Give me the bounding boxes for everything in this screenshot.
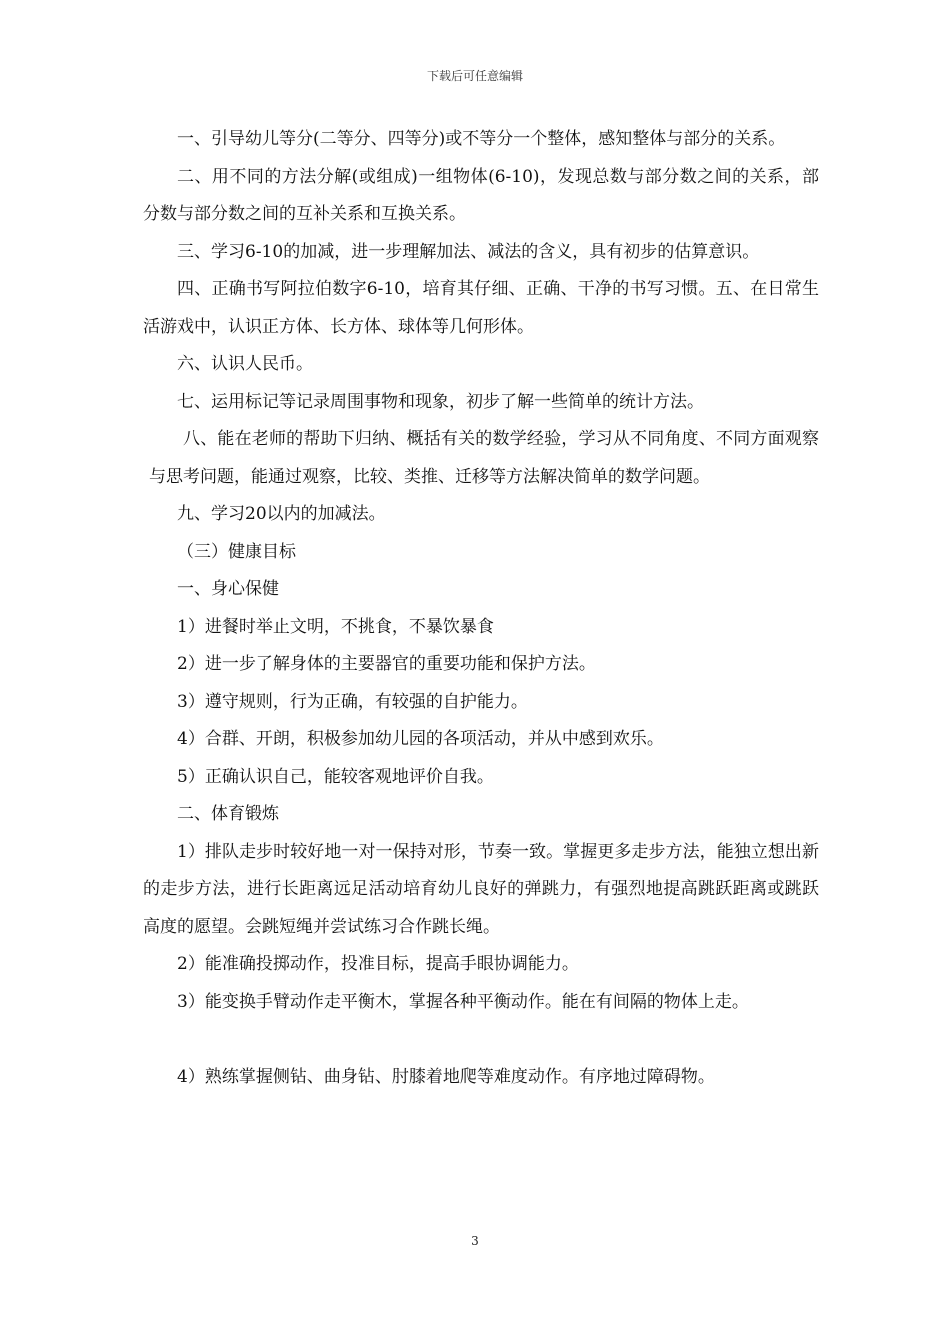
- paragraph-6: 七、运用标记等记录周围事物和现象，初步了解一些简单的统计方法。: [177, 391, 704, 412]
- list-item: 3）能变换手臂动作走平衡木，掌握各种平衡动作。能在有间隔的物体上走。: [177, 991, 749, 1012]
- page-number: 3: [471, 1234, 479, 1248]
- list-item: 4）熟练掌握侧钻、曲身钻、肘膝着地爬等难度动作。有序地过障碍物。: [177, 1067, 715, 1087]
- list-item: 1）排队走步时较好地一对一保持对形，节奏一致。掌握更多走步方法，能独立想出新的走步方法，进行长距离远足活动培育幼儿良好的弹跳力，有强烈地提高跳跃距离或跳跃高度的愿望。会跳短绳并尝试练习合作跳长绳。: [143, 841, 819, 937]
- list-item: 1）进餐时举止文明，不挑食，不暴饮暴食: [177, 616, 494, 637]
- blank-line: [143, 1021, 819, 1059]
- paragraph-7: 八、能在老师的帮助下归纳、概括有关的数学经验，学习从不同角度、不同方面观察与思考问题，能通过观察，比较、类推、迁移等方法解决简单的数学问题。: [149, 429, 819, 487]
- page-header: 下载后可任意编辑: [426, 69, 523, 83]
- list-item: 2）能准确投掷动作，投准目标，提高手眼协调能力。: [177, 954, 579, 974]
- paragraph-4: 四、正确书写阿拉伯数字6-10，培育其仔细、正确、干净的书写习惯。五、在日常生活游戏中，认识正方体、长方体、球体等几何形体。: [143, 279, 819, 337]
- paragraph-8: 九、学习20以内的加减法。: [177, 504, 386, 524]
- list-item: 3）遵守规则，行为正确，有较强的自护能力。: [177, 691, 528, 712]
- subheading-mental-health: 一、身心保健: [177, 579, 279, 599]
- paragraph-3: 三、学习6-10的加减，进一步理解加法、减法的含义，具有初步的估算意识。: [177, 241, 760, 262]
- paragraph-5: 六、认识人民币。: [177, 354, 313, 374]
- section-heading-health: （三）健康目标: [177, 541, 296, 562]
- paragraph-2: 二、用不同的方法分解(或组成)一组物体(6-10)，发现总数与部分数之间的关系，部分数与部分数之间的互补关系和互换关系。: [143, 166, 819, 224]
- subheading-physical-exercise: 二、体育锻炼: [177, 804, 279, 824]
- list-item: 2）进一步了解身体的主要器官的重要功能和保护方法。: [177, 654, 596, 674]
- paragraph-1: 一、引导幼儿等分(二等分、四等分)或不等分一个整体，感知整体与部分的关系。: [177, 129, 786, 149]
- document-body: [143, 121, 819, 1097]
- list-item: 4）合群、开朗，积极参加幼儿园的各项活动，并从中感到欢乐。: [177, 729, 664, 749]
- list-item: 5）正确认识自己，能较客观地评价自我。: [177, 766, 494, 787]
